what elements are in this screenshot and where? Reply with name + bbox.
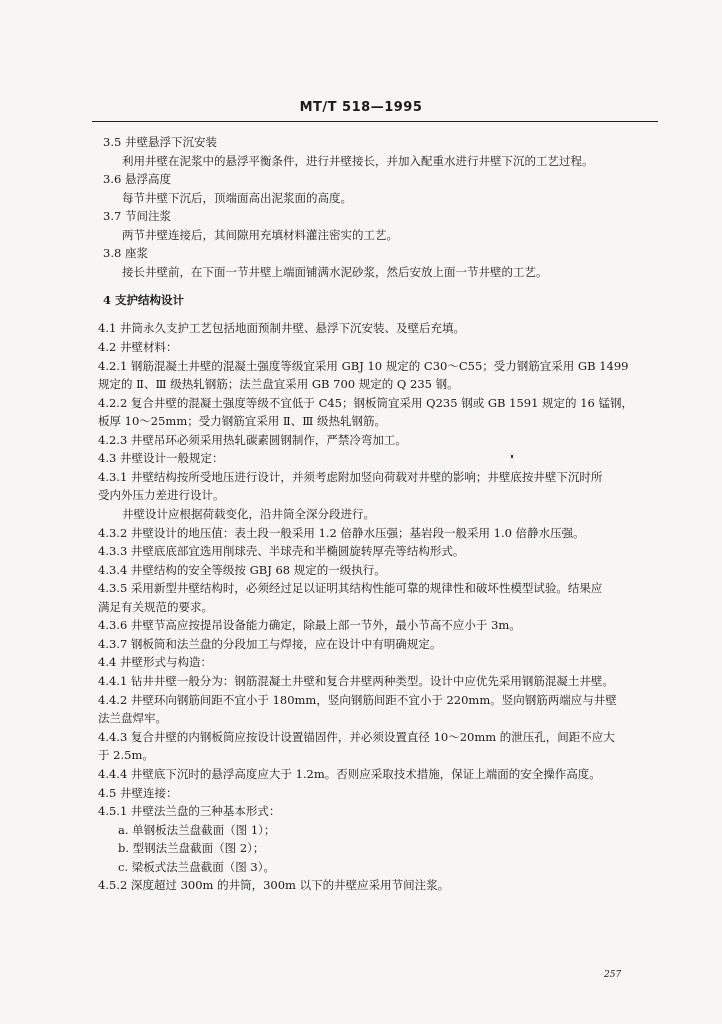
clause-3-5-body: 利用井壁在泥浆中的悬浮平衡条件，进行井壁接长，并加入配重水进行井壁下沉的工艺过程。 xyxy=(122,154,594,168)
section-4-heading: 4 支护结构设计 xyxy=(103,293,185,307)
clause-4-2-1-line2: 规定的 Ⅱ、Ⅲ 级热轧钢筋；法兰盘宜采用 GB 700 规定的 Q 235 钢。 xyxy=(98,377,459,391)
clause-4-3-4: 4.3.4 井壁结构的安全等级按 GBJ 68 规定的一级执行。 xyxy=(98,563,386,577)
clause-4-3-7: 4.3.7 钢板筒和法兰盘的分段加工与焊接，应在设计中有明确规定。 xyxy=(98,637,442,651)
clause-4-4: 4.4 井壁形式与构造： xyxy=(98,655,212,669)
list-item-a: a. 单钢板法兰盘截面（图 1）； xyxy=(118,823,276,837)
clause-4-3-1-line3: 井壁设计应根据荷载变化，沿井筒全深分段进行。 xyxy=(122,507,375,521)
clause-4-2-2-line1: 4.2.2 复合井壁的混凝土强度等级不宜低于 C45；钢板筒宜采用 Q235 钢或 GB 1591 规定的 16 锰钢， xyxy=(98,396,634,410)
clause-3-7-body: 两节井壁连接后，其间隙用充填材料灌注密实的工艺。 xyxy=(122,228,398,242)
clause-3-8-title: 3.8 座浆 xyxy=(103,246,148,260)
scan-speck xyxy=(511,455,513,458)
clause-3-6-title: 3.6 悬浮高度 xyxy=(103,172,171,186)
clause-4-3-3: 4.3.3 井壁底底部宜选用削球壳、半球壳和半椭圆旋转厚壳等结构形式。 xyxy=(98,544,465,558)
page-number: 257 xyxy=(604,970,622,980)
clause-4-2: 4.2 井壁材料： xyxy=(98,340,178,354)
clause-4-1: 4.1 井筒永久支护工艺包括地面预制井壁、悬浮下沉安装、及壁后充填。 xyxy=(98,321,465,335)
list-item-c: c. 梁板式法兰盘截面（图 3）。 xyxy=(118,860,275,874)
clause-3-7-title: 3.7 节间注浆 xyxy=(103,209,171,223)
clause-4-4-4: 4.4.4 井壁底下沉时的悬浮高度应大于 1.2m。否则应采取技术措施，保证上端面的安全操作高度。 xyxy=(98,767,601,781)
clause-4-4-2-line1: 4.4.2 井壁环向钢筋间距不宜小于 180mm，竖向钢筋间距不宜小于 220mm。竖向钢筋两端应与井壁 xyxy=(98,693,617,707)
clause-4-3-5-line2: 满足有关规范的要求。 xyxy=(98,600,213,614)
header-rule xyxy=(92,121,658,122)
clause-4-3-5-line1: 4.3.5 采用新型井壁结构时，必须经过足以证明其结构性能可靠的规律性和破坏性模型试验。结果应 xyxy=(98,581,603,595)
clause-4-3: 4.3 井壁设计一般规定： xyxy=(98,451,224,465)
clause-4-3-2: 4.3.2 井壁设计的地压值：表土段一般采用 1.2 倍静水压强；基岩段一般采用 1.0 倍静水压强。 xyxy=(98,526,585,540)
clause-3-6-body: 每节井壁下沉后，顶端面高出泥浆面的高度。 xyxy=(122,191,352,205)
clause-4-2-3: 4.2.3 井壁吊环必须采用热轧碳素圆钢制作，严禁冷弯加工。 xyxy=(98,433,407,447)
clause-3-5-title: 3.5 井壁悬浮下沉安装 xyxy=(103,135,217,149)
clause-4-4-3-line1: 4.4.3 复合井壁的内钢板筒应按设计设置锚固件，并必须设置直径 10～20mm 的泄压孔，间距不应大 xyxy=(98,730,615,744)
clause-4-3-1-line1: 4.3.1 井壁结构按所受地压进行设计，并须考虑附加竖向荷载对井壁的影响；井壁底按井壁下沉时所 xyxy=(98,470,603,484)
clause-4-5-2: 4.5.2 深度超过 300m 的井筒，300m 以下的井壁应采用节间注浆。 xyxy=(98,878,450,892)
clause-3-8-body: 接长井壁前，在下面一节井壁上端面铺满水泥砂浆，然后安放上面一节井壁的工艺。 xyxy=(122,265,548,279)
list-item-b: b. 型钢法兰盘截面（图 2）； xyxy=(118,841,265,855)
clause-4-2-2-line2: 板厚 10～25mm；受力钢筋宜采用 Ⅱ、Ⅲ 级热轧钢筋。 xyxy=(98,414,386,428)
clause-4-5: 4.5 井壁连接： xyxy=(98,786,178,800)
clause-4-3-1-line2: 受内外压力差进行设计。 xyxy=(98,488,225,502)
clause-4-4-1: 4.4.1 钻井井壁一般分为：钢筋混凝土井壁和复合井壁两种类型。设计中应优先采用钢筋混凝土井壁。 xyxy=(98,674,614,688)
clause-4-3-6: 4.3.6 井壁节高应按提吊设备能力确定，除最上部一节外，最小节高不应小于 3m。 xyxy=(98,618,521,632)
clause-4-2-1-line1: 4.2.1 钢筋混凝土井壁的混凝土强度等级宜采用 GBJ 10 规定的 C30～C55；受力钢筋宜采用 GB 1499 xyxy=(98,359,629,373)
clause-4-4-3-line2: 于 2.5m。 xyxy=(98,748,154,762)
standard-number-header: MT/T 518—1995 xyxy=(299,100,423,115)
clause-4-4-2-line2: 法兰盘焊牢。 xyxy=(98,711,167,725)
clause-4-5-1: 4.5.1 井壁法兰盘的三种基本形式： xyxy=(98,804,281,818)
